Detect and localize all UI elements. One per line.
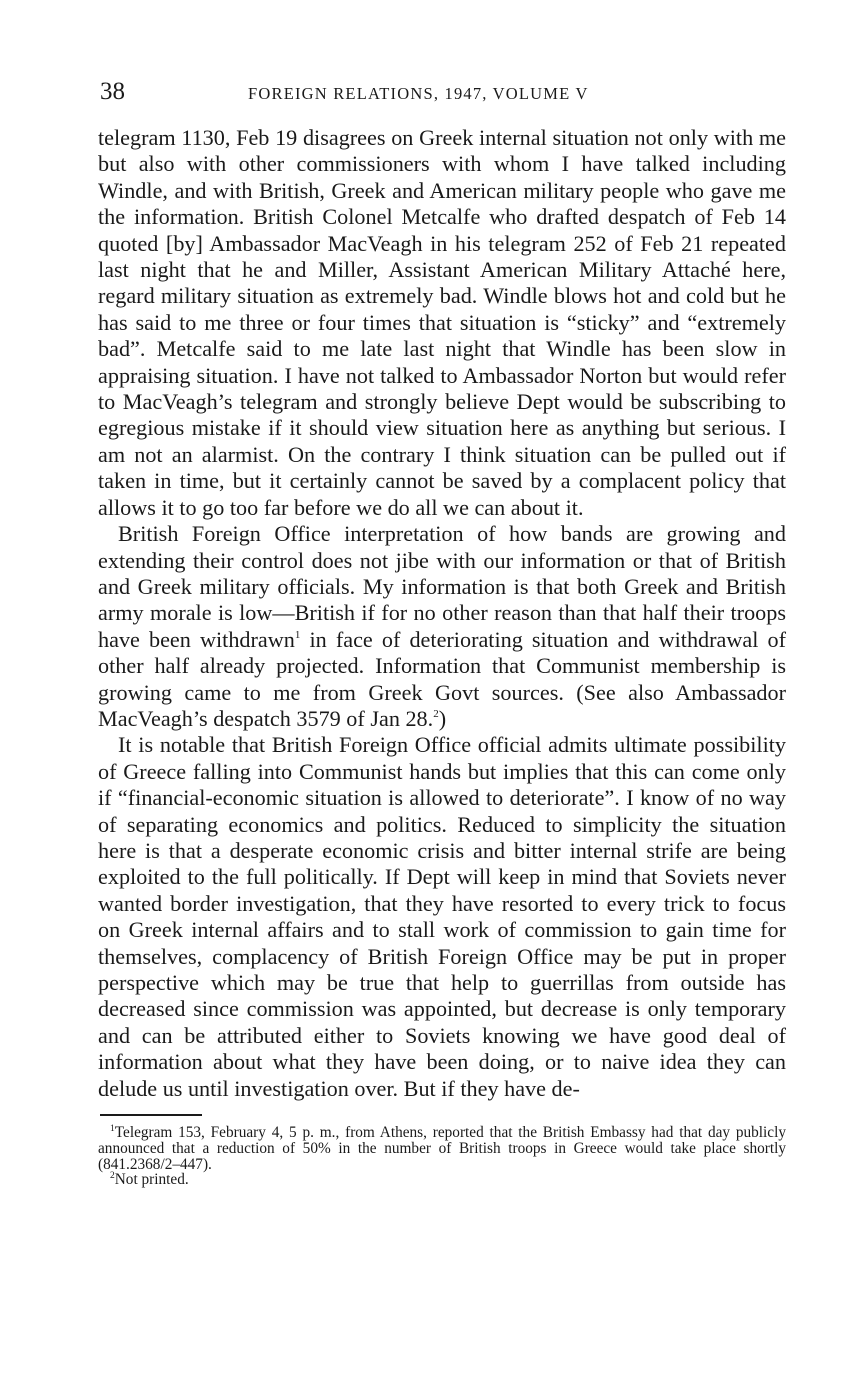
paragraph-2-part-c: ) [438, 705, 447, 731]
footnote-2-marker: 2 [110, 1171, 115, 1182]
running-head: FOREIGN RELATIONS, 1947, VOLUME V [248, 84, 589, 103]
paragraph-2-part-a: British Foreign Office interpretation of how bands are growing and extending their control does not jibe with our information or that of British and Greek military officials. My information is that both Greek and British army morale is low—British if for no other reason than that half their troops have been withdrawn [98, 521, 786, 652]
footnote-1-text: Telegram 153, February 4, 5 p. m., from Athens, reported that the British Embassy had that day publicly announced that a reduction of 50% in the number of British troops in Greece would take place shortly (841.2368/2–447). [98, 1124, 786, 1173]
paragraph-3: It is notable that British Foreign Office official admits ultimate possibility of Greece falling into Communist hands but implies that this can come only if “financial-economic situation is allowed to deteriorate”. I know of no way of separating economics and politics. Reduced to simplicity the situation here is that a desperate economic crisis and bitter internal strife are being exploited to the full politically. If Dept will keep in mind that Soviets never wanted border investigation, that they have resorted to every trick to focus on Greek internal affairs and to stall work of commission to gain time for themselves, complacency of British Foreign Office may be put in proper perspective which may be true that help to guerrillas from outside has decreased since commission was appointed, but decrease is only temporary and can be attributed either to Soviets knowing we have good deal of information about what they have been doing, or to naive idea they can delude us until investigation over. But if they have de- [98, 732, 786, 1101]
footnote-2 [98, 1172, 786, 1188]
paragraph-2 [98, 521, 786, 732]
footnote-ref-1[interactable]: 1 [294, 628, 301, 641]
footnote-1-marker: 1 [110, 1124, 115, 1135]
paragraph-2-part-b: in face of deteriorating situation and withdrawal of other half already projected. Information that Communist membership is growing came to me from Greek Govt sources. (See also Ambassador MacVeagh’s despatch 3579 of Jan 28. [98, 626, 786, 731]
footnote-ref-2[interactable]: 2 [433, 707, 439, 720]
page-number: 38 [100, 78, 125, 105]
footnote-1 [98, 1125, 786, 1172]
page-header [98, 78, 786, 112]
paragraph-1: telegram 1130, Feb 19 disagrees on Greek internal situation not only with me but also with other commissioners with whom I have talked including Windle, and with British, Greek and American military people who gave me the information. British Colonel Metcalfe who drafted despatch of Feb 14 quoted [by] Ambassador MacVeagh in his telegram 252 of Feb 21 repeated last night that he and Miller, Assistant American Military Attaché here, regard military situation as extremely bad. Windle blows hot and cold but he has said to me three or four times that situation is “sticky” and “extremely bad”. Metcalfe said to me late last night that Windle has been slow in appraising situation. I have not talked to Ambassador Norton but would refer to MacVeagh’s telegram and strongly believe Dept would be subscribing to egregious mistake if it should view situation here as anything but serious. I am not an alarmist. On the contrary I think situation can be pulled out if taken in time, but it certainly cannot be saved by a complacent policy that allows it to go too far before we do all we can about it. [98, 125, 786, 520]
footnote-2-text: Not printed. [114, 1171, 189, 1189]
footnote-rule [100, 1114, 202, 1116]
document-page [98, 78, 786, 1188]
footnotes [98, 1125, 786, 1188]
body-text [98, 125, 786, 1102]
